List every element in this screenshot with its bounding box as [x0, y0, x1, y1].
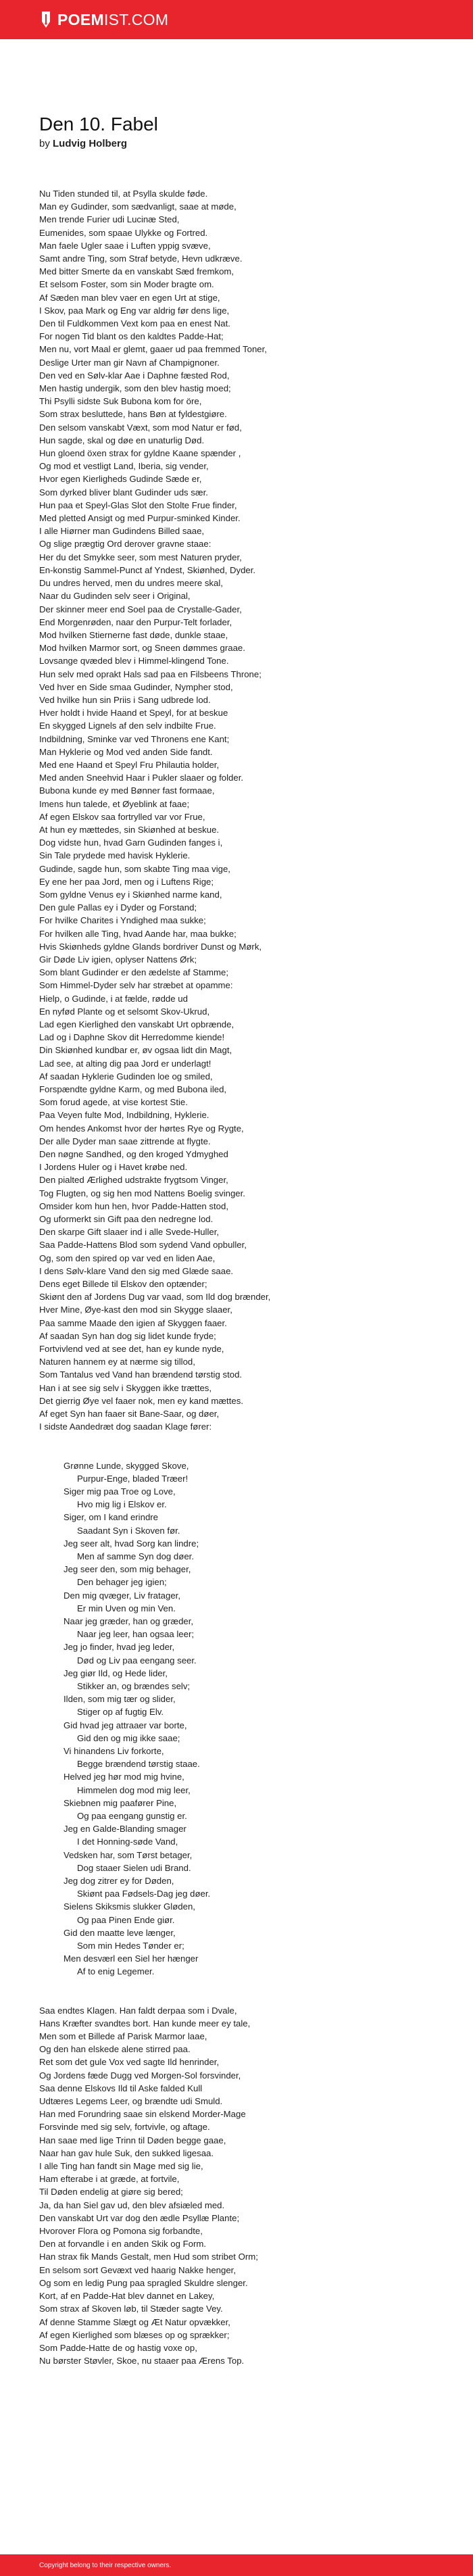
poem-line: Som Padde-Hatte de og hastig voxe op,: [39, 2342, 197, 2353]
poem-line: Men som et Billede af Parisk Marmor laae,: [39, 2031, 207, 2042]
poem-line: Og, som den spired op var ved en liden Aae,: [39, 1253, 216, 1263]
poem-line: Vedsken har, som Tørst betager,: [64, 1849, 193, 1860]
logo-text-bold: POEM: [57, 10, 104, 28]
poem-line: Bubona kunde ey med Bønner fast formaae,: [39, 785, 215, 796]
poem-title: Den 10. Fabel: [39, 114, 158, 135]
poem-line: Jeg seer alt, hvad Sorg kan lindre;: [64, 1538, 199, 1549]
poem-line: Paa samme Maade den igien af Skyggen faaer.: [39, 1317, 227, 1328]
poem-line: Men trende Furier udi Lucinæ Sted,: [39, 214, 180, 225]
poem-line: Den selsom vanskabt Væxt, som mod Natur er fød,: [39, 422, 242, 433]
footer-copyright: Copyright belong to their respective owners.: [39, 2561, 172, 2569]
poem-line: Som strax besluttede, hans Bøn at fyldestgiøre.: [39, 409, 227, 420]
poem-line: Den nøgne Sandhed, og den kroged Ydmyghed: [39, 1149, 228, 1160]
poem-line: Den pialted Ærlighed udstrakte frygtsom Vinger,: [39, 1175, 228, 1186]
poem-line: Mod hvilken Stiernerne fast døde, dunkle staae,: [39, 629, 228, 640]
poem-line: Hun selv med oprakt Hals sad paa en Filsbeens Throne;: [39, 669, 262, 679]
poem-line: Gid den maatte leve længer,: [64, 1927, 176, 1938]
poem-line: I alle Hiørner man Gudindens Billed saae,: [39, 526, 205, 537]
poem-line: Indbildning, Sminke var ved Thronens ene Kant;: [39, 733, 230, 744]
poem-line: Som min Hedes Tønder er;: [77, 1941, 184, 1951]
poem-line: Skiebnen mig paafører Pine,: [64, 1797, 177, 1808]
poem-line: Den skarpe Gift slaaer ind i alle Svede-Huller,: [39, 1227, 220, 1238]
poem-line: Grønne Lunde, skygged Skove,: [64, 1460, 189, 1471]
poem-line: Som Tantalus ved Vand han brændend tørstig stod.: [39, 1369, 243, 1380]
poem-line: Naturen hannem ey at nærme sig tillod,: [39, 1357, 195, 1367]
poem-line: Død og Liv paa eengang seer.: [77, 1655, 197, 1666]
poem-line: Lad see, at alting dig paa Jord er underlagt!: [39, 1058, 211, 1069]
poem-line: Jeg jo finder, hvad jeg leder,: [64, 1642, 175, 1653]
poem-line: Hver Mine, Øye-kast den mod sin Skygge slaaer,: [39, 1305, 232, 1315]
poem-line: Af to enig Legemer.: [77, 1966, 155, 1977]
poem-line: Og paa Pinen Ende giør.: [77, 1914, 175, 1925]
poem-line: Man Hyklerie og Mod ved anden Side fandt.: [39, 746, 213, 757]
poem-line: Skiønt den af Jordens Dug var vaad, som Ild dog brænder,: [39, 1292, 271, 1303]
poem-line: Stiger op af fugtig Elv.: [77, 1707, 164, 1718]
poem-line: Jeg seer den, som mig behager,: [64, 1564, 191, 1575]
poem-line: Som Himmel-Dyder selv har stræbet at opamme:: [39, 980, 233, 991]
poem-line: Den til Fuldkommen Vext kom paa en enest Nat.: [39, 318, 230, 329]
poem-line: Skiønt paa Fødsels-Dag jeg døer.: [77, 1889, 211, 1899]
poem-line: Med anden Sneehvid Haar i Pukler slaaer og folder.: [39, 773, 244, 783]
poem-line: Af Sæden man blev vaer en egen Urt at stige,: [39, 292, 220, 303]
poem-line: Af denne Stamme Slægt og Æt Natur opvækker,: [39, 2316, 230, 2327]
poem-line: En-konstig Sammel-Punct af Yndest, Skiønhed, Dyder.: [39, 564, 256, 575]
poem-line: Ham efterabe i at græde, at fortvile,: [39, 2174, 180, 2185]
poem-line: Men nu, vort Maal er glemt, gaaer ud paa fremmed Toner,: [39, 344, 267, 355]
poem-line: Som strax af Skoven løb, til Stæder sagte Vey.: [39, 2304, 223, 2314]
poem-line: Hvis Skiønheds gyldne Glands bordriver Dunst og Mørk,: [39, 941, 262, 952]
poem-line: Til Døden endelig at giøre sig bered;: [39, 2187, 183, 2197]
poem-line: Hun paa et Speyl-Glas Slot den Stolte Frue finder,: [39, 500, 237, 510]
poem-line: I det Honning-søde Vand,: [77, 1837, 178, 1847]
poem-line: Mod hvilken Marmor sort, og Sneen dømmes graae.: [39, 643, 245, 654]
poem-line: Den vanskabt Urt var dog den ædle Psyllæ Plante;: [39, 2212, 240, 2223]
poem-line: Og den han elskede alene stirred paa.: [39, 2044, 191, 2055]
poem-line: Nu Tiden stunded til, at Psylla skulde føde.: [39, 189, 208, 199]
poem-line: Ved hver en Side smaa Gudinder, Nympher stod,: [39, 681, 233, 692]
poem-line: En skygged Lignels af den selv indbilte Frue.: [39, 721, 216, 731]
poem-line: Nu børster Støvler, Skoe, nu staaer paa Ærens Top.: [39, 2356, 245, 2366]
poem-line: Som forud agede, at vise kortest Stie.: [39, 1097, 188, 1108]
poem-line: Et selsom Foster, som sin Moder bragte om.: [39, 279, 214, 290]
poemist-logo-icon: [39, 11, 53, 28]
poem-line: Naar du Gudinden selv seer i Original,: [39, 591, 191, 602]
poem-line: Hun gloend öxen strax for gyldne Kaane spænder ,: [39, 448, 241, 459]
site-logo[interactable]: [39, 11, 168, 28]
poem-line: Saa Padde-Hattens Blod som sydend Vand opbuller,: [39, 1240, 247, 1250]
poem-line: Og slige prægtig Ord derover gravne staae:: [39, 539, 211, 550]
poem-line: Man ey Gudinder, som sædvanligt, saae at møde,: [39, 201, 236, 212]
poem-line: Hans Kræfter svandtes bort. Han kunde meer ey tale,: [39, 2018, 251, 2028]
poem-line: Den mig qvæger, Liv fratager,: [64, 1590, 180, 1601]
poem-line: Din Skiønhed kundbar er, øv ogsaa lidt din Magt,: [39, 1045, 232, 1056]
poem-line: Af eget Syn han faaer sit Bane-Saar, og døer,: [39, 1409, 220, 1419]
poem-line: I sidste Aandedræt dog saadan Klage fører:: [39, 1421, 212, 1432]
poem-line: Paa Veyen fulte Mod, Indbildning, Hyklerie.: [39, 1110, 209, 1121]
poem-line: Han saae med lige Trinn til Døden begge gaae,: [39, 2135, 226, 2145]
logo-text-light: IST.COM: [103, 10, 169, 28]
poem-line: Den gule Pallas ey i Dyder og Forstand;: [39, 902, 197, 913]
poem-line: Men desværl een Siel her hænger: [64, 1953, 199, 1964]
poem-line: Ja, da han Siel gav ud, den blev afsiæled med.: [39, 2200, 225, 2210]
poem-line: Hver holdt i hvide Haand et Speyl, for at beskue: [39, 708, 228, 719]
poem-line: Hvorover Flora og Pomona sig forbandte,: [39, 2226, 203, 2237]
poem-line: Hun sagde, skal og døe en unaturlig Død.: [39, 435, 205, 445]
poem-line: Her du det Smykke seer, som mest Naturen pryder,: [39, 552, 242, 562]
poem-line: Med bitter Smerte da en vanskabt Sæd fremkom,: [39, 266, 234, 277]
poem-line: Man faele Ugler saae i Luften yppig svæve,: [39, 240, 211, 251]
poem-content: [0, 39, 473, 2367]
poem-line: I Jordens Huler og i Havet krøbe ned.: [39, 1162, 188, 1173]
poem-line: Thi Psylli sidste Suk Bubona kom for öre,: [39, 396, 202, 407]
poem-line: Himmelen dog mod mig leer,: [77, 1784, 191, 1795]
site-header: [0, 0, 473, 39]
poem-line: Og Jordens fæde Dugg ved Morgen-Sol forsvinder,: [39, 2070, 241, 2081]
poem-line: I alle Ting han fandt sin Mage med sig lie,: [39, 2161, 203, 2172]
poem-line: Gudinde, sagde hun, som skabte Ting maa vige,: [39, 863, 230, 874]
poem-line: Med ene Haand et Speyl Fru Philautia holder,: [39, 759, 220, 770]
poem-line: Af saadan Hyklerie Gudinden loe og smiled,: [39, 1071, 213, 1082]
poem-line: Han strax fik Mands Gestalt, men Hud som stribet Orm;: [39, 2252, 258, 2262]
poem-line: Lovsange qvæded blev i Himmel-klingend Tone.: [39, 656, 229, 666]
poem-line: Han i at see sig selv i Skyggen ikke trættes,: [39, 1382, 212, 1393]
poem-line: Om hendes Ankomst hvor der hørtes Rye og Rygte,: [39, 1123, 244, 1134]
poem-line: Der skinner meer end Soel paa de Crystalle-Gader,: [39, 604, 242, 614]
poem-line: Forspændte gyldne Karm, og med Bubona iled,: [39, 1084, 227, 1095]
poem-line: Hielp, o Gudinde, i at fælde, rødde ud: [39, 993, 188, 1004]
poem-line: Udtæres Legems Leer, og brændte udi Smuld.: [39, 2096, 223, 2107]
poem-line: Fortvivlend ved at see det, han ey kunde nyde,: [39, 1344, 224, 1355]
poem-line: Gir Døde Liv igien, oplyser Nattens Ørk;: [39, 954, 197, 965]
poem-line: Sin Tale prydede med havisk Hyklerie.: [39, 850, 191, 861]
poem-line: En nyfød Plante og et selsomt Skov-Ukrud,: [39, 1006, 210, 1017]
poem-line: Saadant Syn i Skoven før.: [77, 1525, 180, 1536]
poem-line: At hun ey mættedes, sin Skiønhed at beskue.: [39, 824, 220, 835]
poem-line: Er min Uven og min Ven.: [77, 1603, 176, 1613]
poem-stanza-1: [39, 187, 443, 1434]
poem-line: Helved jeg hør mod mig hvine,: [64, 1772, 184, 1782]
poem-line: Jeg dog zitrer ey for Døden,: [64, 1876, 174, 1886]
poem-line: Sielens Skiksmis slukker Gløden,: [64, 1901, 195, 1912]
poem-line: Naar han gav hule Suk, den sukked ligesaa.: [39, 2147, 214, 2158]
poem-line: Og paa eengang gunstig er.: [77, 1810, 187, 1821]
poem-line: Med pletted Ansigt og med Purpur-sminked Kinder.: [39, 513, 241, 524]
poem-line: End Morgenrøden, naar den Purpur-Telt forlader,: [39, 616, 232, 627]
poem-line: Hvo mig lig i Elskov er.: [77, 1499, 167, 1510]
poem-line: Vi hinandens Liv forkorte,: [64, 1745, 164, 1756]
poem-line: Ret som det gule Vox ved sagte Ild henrinder,: [39, 2057, 220, 2068]
poem-line: Ilden, som mig tær og slider,: [64, 1694, 176, 1705]
poem-line: Af egen Elskov saa fortrylled var vor Frue,: [39, 811, 205, 822]
poem-line: Som gyldne Venus ey i Skiønhed narme kand,: [39, 889, 222, 900]
poem-line: Saa denne Elskovs Ild til Aske falded Kull: [39, 2083, 203, 2093]
poem-line: Omsider kom hun hen, hvor Padde-Hatten stod,: [39, 1200, 229, 1211]
poem-line: For nogen Tid blant os den kaldtes Padde-Hat;: [39, 331, 224, 342]
poem-line: For hvilken alle Ting, hvad Aande har, maa bukke;: [39, 928, 236, 939]
poem-line: I dens Sølv-klare Vand den sig med Glæde saae.: [39, 1265, 234, 1276]
poem-line: Imens hun talede, et Øyeblink at faae;: [39, 798, 190, 809]
poem-line: Forsvinde med sig selv, fortvivle, og aftage.: [39, 2122, 210, 2133]
poem-line: Jeg giør Ild, og Hede lider,: [64, 1668, 168, 1678]
poem-line: Af saadan Syn han dog sig lidet kunde fryde;: [39, 1330, 216, 1341]
poem-byline: [39, 138, 443, 149]
poem-stanza-2: [39, 2004, 443, 2368]
poem-line: Og mod et vestligt Land, Iberia, sig vender,: [39, 461, 209, 472]
poem-line: Naar jeg græder, han og græder,: [64, 1615, 194, 1626]
poem-line: Ved hvilke hun sin Priis i Sang udbrede lod.: [39, 694, 211, 705]
byline-by-label: by: [39, 138, 50, 149]
poem-line: Siger mig paa Troe og Love,: [64, 1486, 176, 1497]
poem-line: Saa endtes Klagen. Han faldt derpaa som i Dvale,: [39, 2005, 237, 2016]
poem-line: Og som en ledig Pung paa spragled Skuldre slenger.: [39, 2277, 248, 2288]
poem-line: Dens eget Billede til Elskov den optænder;: [39, 1279, 207, 1290]
poem-line: For hvilke Charites i Yndighed maa sukke;: [39, 915, 206, 926]
poem-line: Som blant Gudinder er den ædelste af Stamme;: [39, 967, 229, 978]
poem-line: Den ved en Sølv-klar Aae i Daphne fæsted Rod,: [39, 370, 230, 381]
poem-line: Lad egen Kierlighed den vanskabt Urt opbrænde,: [39, 1019, 234, 1029]
poem-line: Begge brændend tørstig staae.: [77, 1759, 200, 1770]
poem-line: Du undres herved, men du undres meere skal,: [39, 578, 223, 589]
poem-author: Ludvig Holberg: [53, 138, 128, 149]
poem-line: Deslige Urter man gir Navn af Champignoner.: [39, 357, 220, 368]
poem-line: Der alle Dyder man saae zittrende at flygte.: [39, 1136, 211, 1146]
poem-line: I Skov, paa Mark og Eng var aldrig før dens lige,: [39, 305, 230, 316]
poem-line: Dog vidste hun, hvad Garn Gudinden fanges i,: [39, 837, 223, 848]
poem-line: Tog Flugten, og sig hen mod Nattens Boelig svinger.: [39, 1188, 245, 1198]
poem-line: Som dyrked bliver blant Gudinder uds sær.: [39, 487, 208, 497]
poem-line: Hvor egen Kierligheds Gudinde Sæde er,: [39, 474, 202, 485]
poem-line: Siger, om I kand erindre: [64, 1512, 159, 1523]
poem-line: Gid hvad jeg attraaer var borte,: [64, 1720, 187, 1730]
poem-line: Stikker an, og brændes selv;: [77, 1680, 191, 1691]
poem-line: Af egen Kierlighed som blæses op og sprækker;: [39, 2329, 230, 2340]
poem-line: Ey ene her paa Jord, men og i Luftens Rige;: [39, 876, 214, 887]
poem-line: Purpur-Enge, bladed Træer!: [77, 1473, 189, 1484]
poem-line: Den behager jeg igien;: [77, 1577, 167, 1588]
poem-line: Gid den og mig ikke saae;: [77, 1732, 180, 1743]
poem-line: Lad og i Daphne Skov dit Herredomme kiende!: [39, 1032, 225, 1043]
poem-line: Den at forvandle i en anden Skik og Form.: [39, 2239, 207, 2250]
poem-line: Samt andre Ting, som Straf betyde, Hevn udkræve.: [39, 253, 243, 264]
poem-line: Kort, af en Padde-Hat blev dannet en Lakey,: [39, 2291, 215, 2302]
poem-line: Naar jeg leer, han ogsaa leer;: [77, 1629, 195, 1640]
poem-line: Men af samme Syn dog døer.: [77, 1551, 194, 1561]
poem-line: Jeg en Galde-Blanding smager: [64, 1824, 186, 1834]
poem-line: En selsom sort Gevæxt ved haarig Nakke henger,: [39, 2264, 236, 2275]
logo-text: [57, 12, 168, 28]
poem-line: Det gierrig Øye vel faaer nok, men ey kand mættes.: [39, 1395, 243, 1406]
poem-line: Men hastig undergik, som den blev hastig moed;: [39, 383, 231, 394]
poem-line: Han med Forundring saae sin elskend Morder-Mage: [39, 2109, 246, 2120]
poem-song: [39, 1459, 443, 1978]
site-footer: [0, 2554, 473, 2576]
poem-line: Og uformerkt sin Gift paa den nedregne lod.: [39, 1214, 214, 1225]
poem-line: Dog staaer Sielen udi Brand.: [77, 1862, 191, 1873]
poem-line: Eumenides, som spaae Ulykke og Fortred.: [39, 227, 208, 238]
